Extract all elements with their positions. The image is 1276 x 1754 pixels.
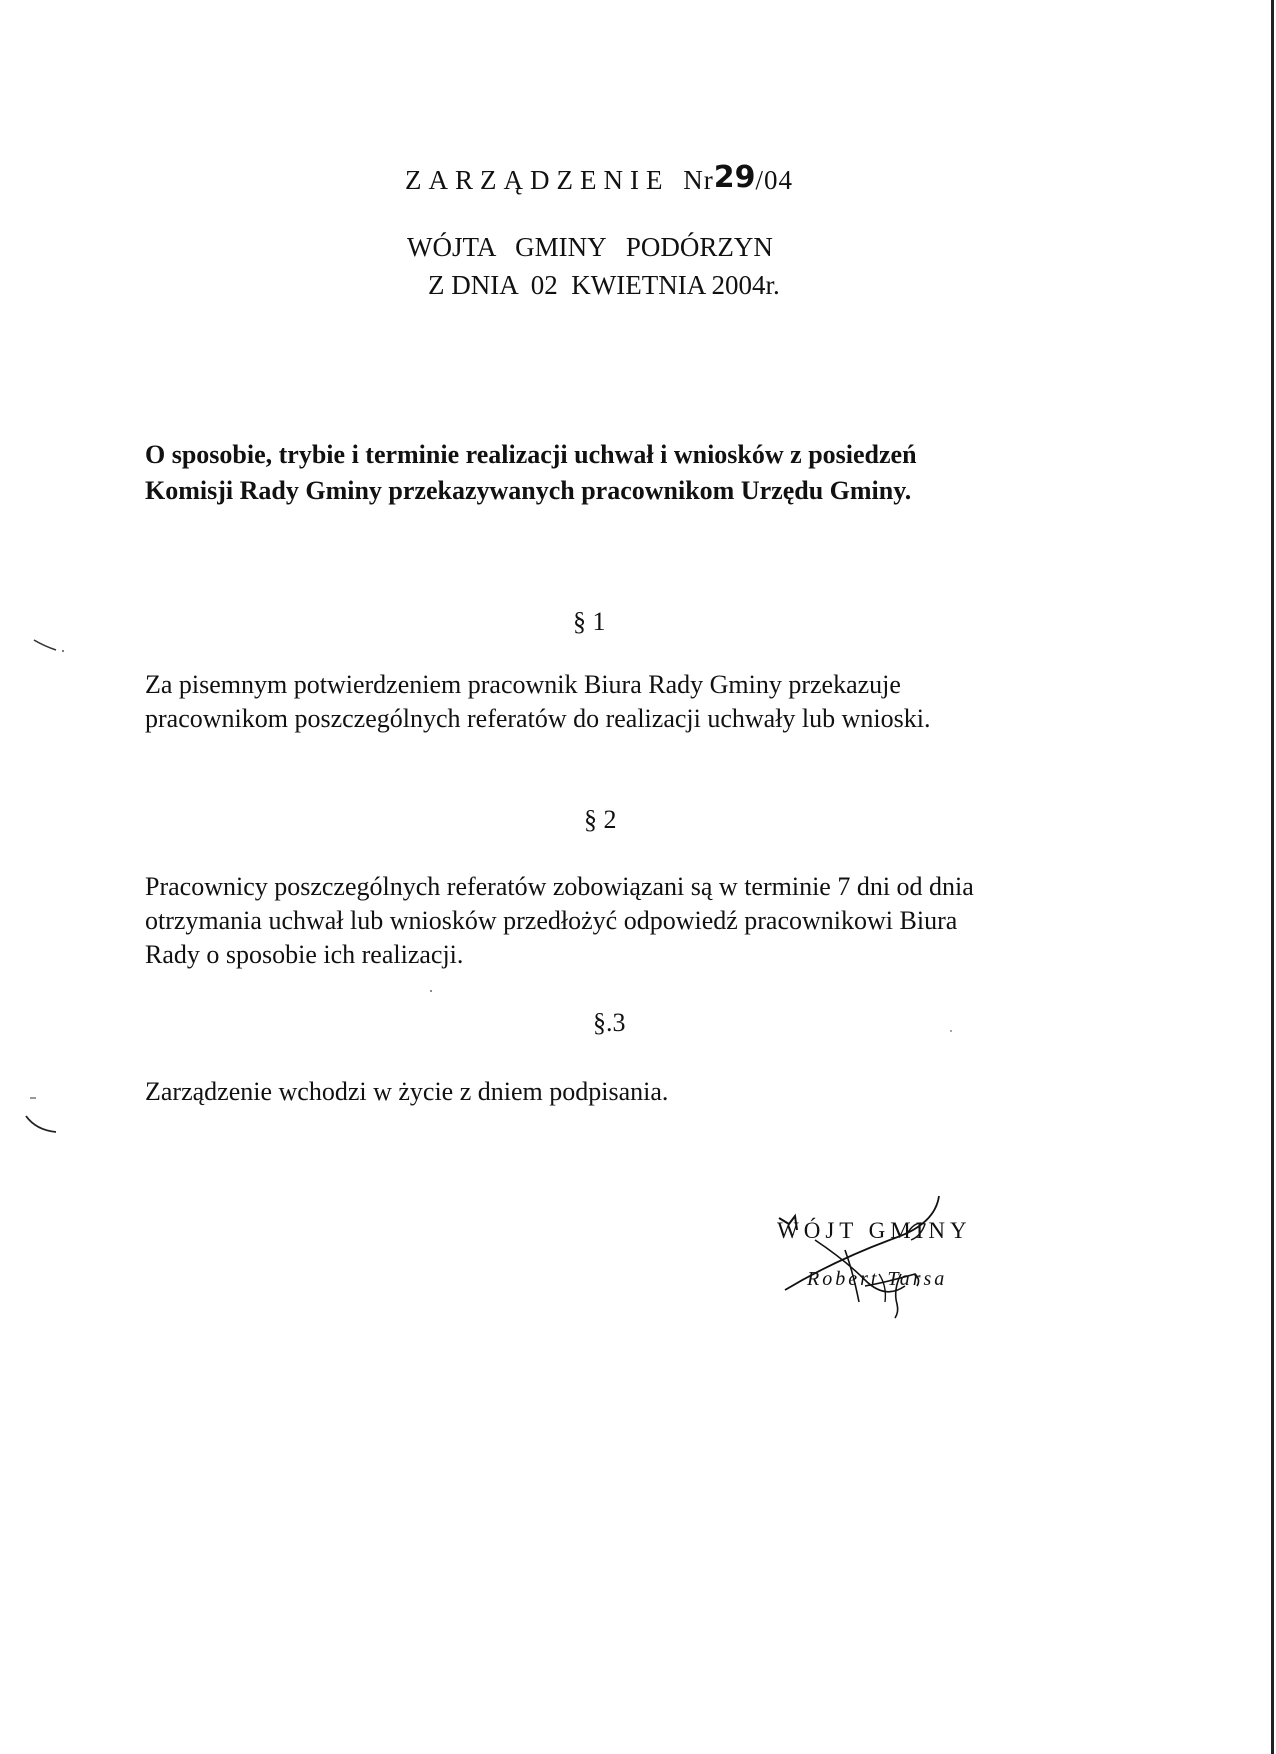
official-stamp [775,1190,1005,1320]
handwritten-number: 29 [713,160,756,195]
section-1-text [145,668,931,736]
document-date: Z DNIA 02 KWIETNIA 2004r. [428,270,780,300]
title-prefix: ZARZĄDZENIE [405,165,670,195]
section-line: Zarządzenie wchodzi w życie z dniem podpisania. [145,1077,669,1106]
scan-edge-border [1271,0,1274,1754]
subject-line: O sposobie, trybie i terminie realizacji uchwał i wniosków z posiedzeń [145,440,917,469]
section-3-text [145,1075,668,1109]
issuing-authority: WÓJTA GMINY PODÓRZYN [407,232,773,262]
document-title [405,162,793,197]
document-subject [145,437,1085,509]
margin-mark-2 [22,1096,62,1136]
section-2-text [145,870,974,972]
margin-mark-1 [30,636,70,656]
subject-line: Komisji Rady Gminy przekazywanych pracownikom Urzędu Gminy. [145,476,912,505]
section-line: otrzymania uchwał lub wniosków przedłożyć odpowiedź pracownikowi Biura [145,906,958,935]
section-line: Rady o sposobie ich realizacji. [145,940,464,969]
stamp-title: WÓJT GMINY [777,1218,972,1243]
section-2-sign: § 2 [584,805,617,834]
section-line: Za pisemnym potwierdzeniem pracownik Biura Rady Gminy przekazuje [145,670,901,699]
stamp-name: Robert Tarsa [807,1268,948,1290]
scan-dot [428,988,434,994]
handwritten-signature [775,1190,1005,1320]
section-3-sign: §.3 [593,1008,626,1037]
number-suffix: /04 [755,165,793,195]
scan-dot [948,1028,954,1034]
section-line: pracownikom poszczególnych referatów do realizacji uchwały lub wnioski. [145,704,931,733]
section-1-sign: § 1 [573,607,606,636]
number-label: Nr [683,165,714,195]
section-line: Pracownicy poszczególnych referatów zobowiązani są w terminie 7 dni od dnia [145,872,974,901]
